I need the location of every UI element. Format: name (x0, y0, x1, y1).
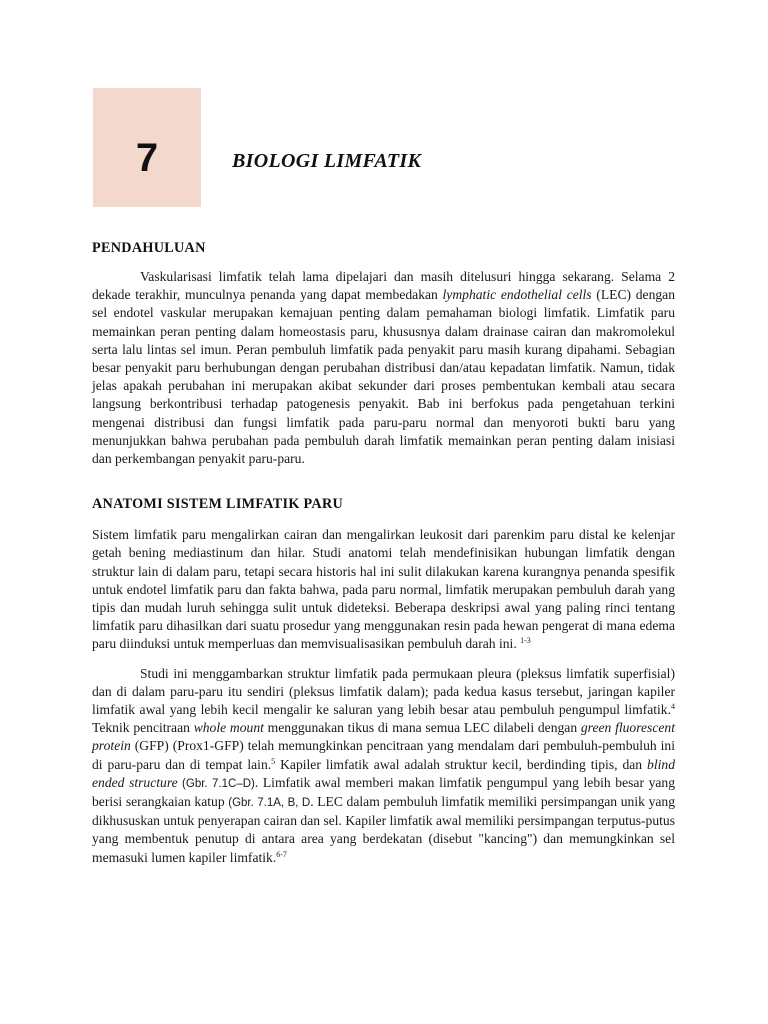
text-run: Sistem limfatik paru mengalirkan cairan dan mengalirkan leukosit dari parenkim paru distal ke kelenjar getah bening mediastinum dan hilar. Studi anatomi telah mendefinisikan hubungan limfatik dengan struktur lain di dalam paru, tetapi secara historis hal ini sulit dilakukan karena kurangnya penanda spesifik untuk endotel limfatik paru dan fakta bahwa, pada paru normal, limfatik merupakan pembuluh darah yang tipis dan mudah luruh sehingga sulit untuk dideteksi. Beberapa deskripsi awal yang paling rinci tentang limfatik paru dihasilkan dari suatu prosedur yang menggunakan resin pada hewan pengerat di mana edema paru diinduksi untuk memperluas dan memvisualisasikan pembuluh darah ini. (92, 527, 675, 652)
chapter-number-box (93, 88, 201, 207)
paragraph-intro (92, 268, 675, 468)
section-heading-pendahuluan: PENDAHULUAN (92, 240, 206, 256)
italic-term: whole mount (193, 720, 264, 736)
paragraph-anatomy-2 (92, 665, 675, 867)
text-run: menggunakan tikus di mana semua LEC dilabeli dengan (263, 720, 581, 736)
text-run: Kapiler limfatik awal adalah struktur kecil, berdinding tipis, dan (275, 756, 648, 772)
figure-reference: (Gbr. 7.1A, B, D (228, 797, 311, 810)
section-heading-anatomi: ANATOMI SISTEM LIMFATIK PARU (92, 496, 344, 513)
text-run: (GFP) (Prox1-GFP) telah memungkinkan pencitraan yang mendalam dari pembuluh-pembuluh ini di paru-paru dan di tempat lain. (92, 738, 675, 772)
text-run: Studi ini menggambarkan struktur limfatik pada permukaan pleura (pleksus limfatik superfisial) dan di dalam paru-paru itu sendiri (pleksus limfatik dalam); pada kedua kasus tersebut, jaringan kapiler limfatik awal yang lebih kecil mengalir ke saluran yang lebih besar atau pembuluh pengumpul limfatik. (92, 665, 675, 718)
paragraph-anatomy-1 (92, 526, 675, 653)
italic-term: blind ended structure (92, 756, 675, 790)
text-run: Teknik pencitraan (92, 720, 194, 736)
text-run: . LEC dalam pembuluh limfatik memiliki persimpangan unik yang dikhususkan untuk penyerapan cairan dan sel. Kapiler limfatik awal memiliki persimpangan terputus-putus yang membentuk penutup di antara area yang berdekatan (disebut "kancing") dan memungkinkan sel memasuki lumen kapiler limfatik. (92, 794, 675, 865)
page-content (92, 240, 675, 867)
italic-term: green fluorescent protein (92, 720, 675, 754)
italic-term: lymphatic endothelial cells (442, 287, 592, 303)
citation-superscript: 1-3 (520, 636, 531, 646)
citation-superscript: 5 (271, 756, 276, 766)
text-run: . Limfatik awal memberi makan limfatik pengumpul yang lebih besar yang berisi serangkaian katup (92, 774, 676, 810)
text-run: (LEC) dengan sel endotel vaskular merupakan kemajuan penting dalam pemahaman biologi limfatik. Limfatik paru memainkan peran penting dalam homeostasis paru, khususnya dalam drainase cairan dan makromolekul serta lalu lintas sel imun. Peran pembuluh limfatik pada penyakit paru masih kurang dipahami. Sebagian besar penyakit paru berhubungan dengan perubahan distribusi dan/atau kepadatan limfatik. Namun, tidak jelas apakah perubahan ini merupakan akibat sekunder dari proses pembentukan kembali atau secara langsung berkontribusi terhadap patogenesis penyakit. Bab ini berfokus pada pengetahuan terkini mengenai distribusi dan fungsi limfatik pada paru-paru normal dan menyoroti bukti baru yang menunjukkan bahwa perubahan pada pembuluh darah limfatik memainkan peran penting dalam inisiasi dan perkembangan penyakit paru-paru. (92, 287, 675, 467)
chapter-title: BIOLOGI LIMFATIK (232, 150, 422, 172)
citation-superscript: 6-7 (276, 849, 287, 859)
chapter-number: 7 (135, 136, 159, 180)
text-run: Vaskularisasi limfatik telah lama dipelajari dan masih ditelusuri hingga sekarang. Selama 2 dekade terakhir, munculnya penanda yang dapat membedakan (92, 269, 675, 303)
citation-superscript: 4 (671, 702, 675, 712)
figure-reference: (Gbr. 7.1C–D) (177, 777, 255, 790)
